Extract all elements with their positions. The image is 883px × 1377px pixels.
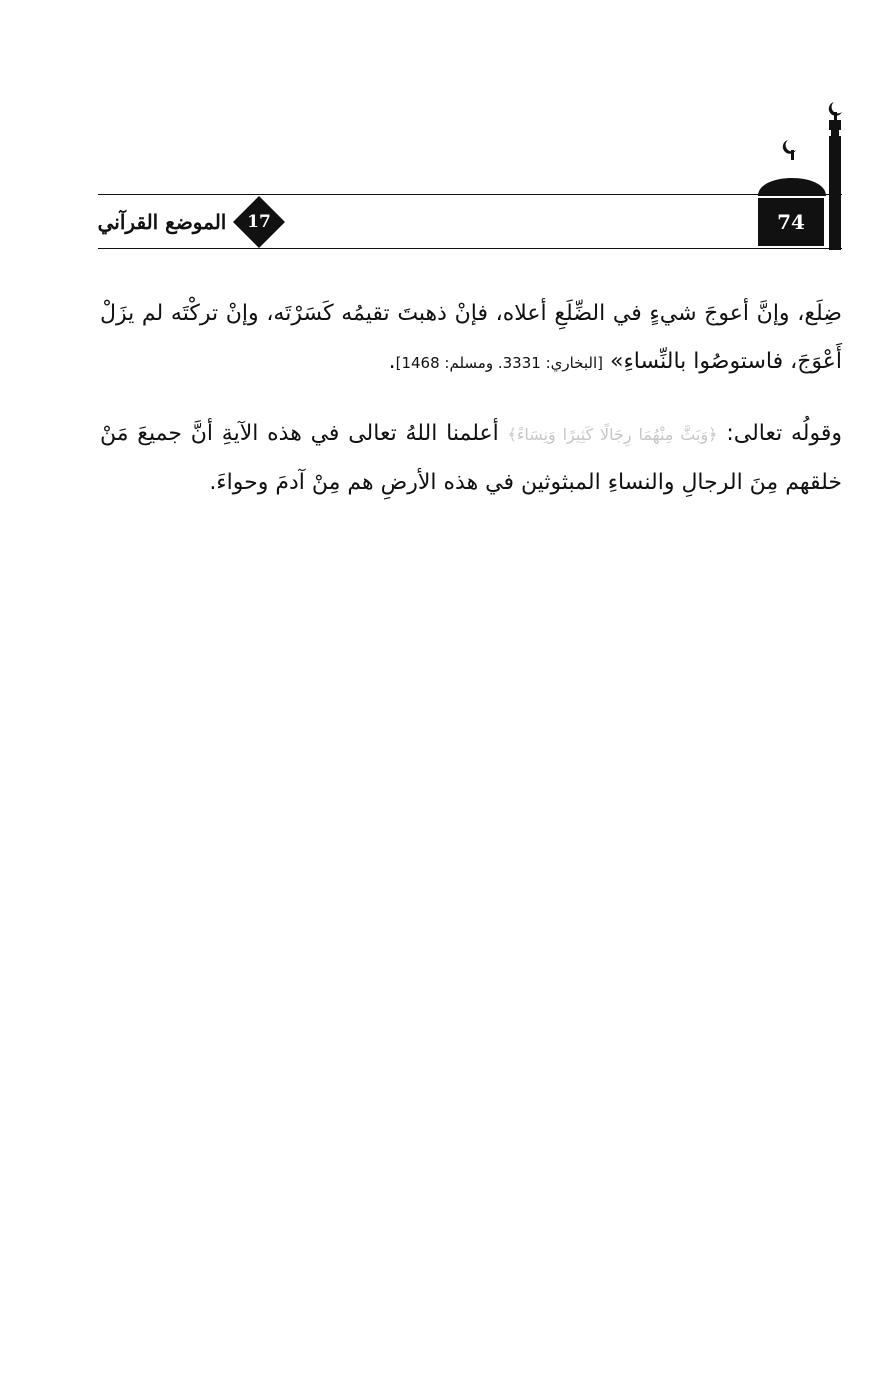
paragraph-end: . [388,349,396,374]
header-top-rule [98,194,842,195]
paragraph-commentary [100,410,842,507]
paragraph-text: أعلمنا اللهُ تعالى في هذه الآيةِ أنَّ جميعَ مَنْ خلقهم مِنَ الرجالِ والنساءِ المبثوثين في هذه الأرضِ هم مِنْ آدمَ وحواءَ. [100,421,842,495]
faded-quran-verse: ﴿وَبَثَّ مِنْهُمَا رِجَالًا كَثِيرًا وَنِسَاءً﴾ [507,425,718,444]
running-title: الموضع القرآني [97,210,227,234]
hadith-citation: [البخاري: 3331. ومسلم: 1468] [395,354,603,372]
header-bottom-rule [98,248,842,249]
paragraph-text: ضِلَع، وإنَّ أعوجَ شيءٍ في الضِّلَعِ أعلاه، فإنْ ذهبتَ تقيمُه كَسَرْتَه، وإنْ تركْتَه لم يزَلْ أَعْوَجَ، فاستوصُوا بالنِّساءِ» [100,301,842,374]
paragraph-intro: وقولُه تعالى: [717,421,842,446]
page-number: 74 [758,198,824,246]
paragraph-hadith [100,290,842,387]
section-number: 17 [247,212,271,232]
